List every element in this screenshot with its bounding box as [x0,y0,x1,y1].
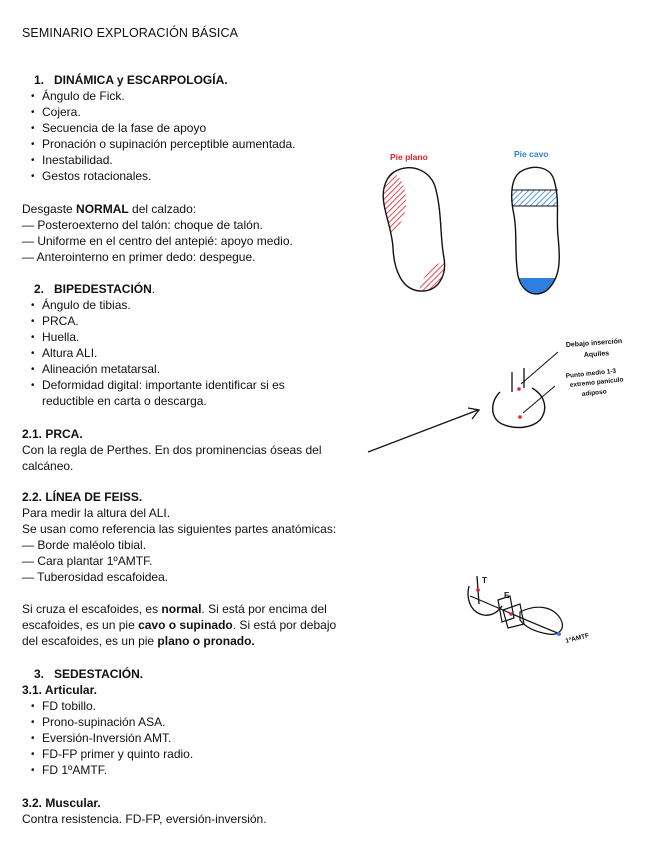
muscular-heading: 3.2. Muscular. [22,796,101,810]
annotation-punto: adiposo [581,388,607,398]
tibial-label: T [482,576,487,585]
list-item: • Eversión-Inversión AMT. [22,731,193,747]
list-item: • Inestabilidad. [22,153,296,169]
text-run: escafoides, es un pie [22,618,139,632]
text-run: del escafoides, es un pie [22,634,158,648]
heel-sketch-icon [493,352,558,427]
flat-foot-print-icon [380,168,448,296]
section-3-number: 3. [34,667,45,681]
annotation-punto: Punto medio 1-3 [565,367,617,380]
text-run-bold: normal [161,602,202,616]
section-3-title: SEDESTACIÓN. [54,667,144,681]
section-1-number: 1. [34,73,45,87]
feiss-reference: — Borde maléolo tibial. [22,538,147,552]
section-1-title: DINÁMICA y ESCARPOLOGÍA. [54,73,228,87]
feiss-reference: — Cara plantar 1ºAMTF. [22,554,153,568]
annotation-debajo: Aquiles [583,350,610,359]
desgaste-line: — Anterointerno en primer dedo: despegue. [22,250,256,264]
desgaste-line: — Uniforme en el centro del antepié: apoyo medio. [22,234,293,248]
section-2-title: BIPEDESTACIÓN [54,282,152,296]
list-item: • Cojera. [22,105,296,121]
text-run: Si cruza el escafoides, es [22,602,162,616]
list-item: • FD 1ºAMTF. [22,763,193,779]
text-run-bold: cavo o supinado [138,618,233,632]
escafoides-label: E [504,591,510,600]
articular-heading: 3.1. Articular. [22,683,97,697]
text-run-bold: plano o pronado. [157,634,255,648]
high-arch-foot-print-icon [505,167,565,298]
annotation-punto: extremo panículo [569,376,624,389]
feiss-heading: 2.2. LÍNEA DE FEISS. [22,490,143,504]
list-item: • Pronación o supinación perceptible aumentada. [22,137,296,153]
list-item: • Alineación metatarsal. [22,362,285,378]
muscular-text: Contra resistencia. FD-FP, eversión-inversión. [22,812,267,826]
prca-text: Con la regla de Perthes. En dos prominencias óseas del [22,443,322,457]
list-item: • Deformidad digital: importante identificar si es [22,378,285,394]
text-run: . Si está por encima del [201,602,327,616]
list-item: • Ángulo de Fick. [22,89,296,105]
list-item: • Gestos rotacionales. [22,169,296,185]
feiss-line-sketch-icon [468,576,562,636]
arrow-icon [368,408,479,452]
pie-plano-label: Pie plano [390,152,428,162]
prca-text: calcáneo. [22,459,74,473]
pie-cavo-label: Pie cavo [514,149,549,159]
list-item: • Huella. [22,330,285,346]
list-item: • PRCA. [22,314,285,330]
feiss-reference: — Tuberosidad escafoidea. [22,570,169,584]
list-item: • Secuencia de la fase de apoyo [22,121,296,137]
feiss-text: Para medir la altura del ALI. [22,506,171,520]
document-title: SEMINARIO EXPLORACIÓN BÁSICA [22,26,239,40]
list-item: • FD tobillo. [22,699,193,715]
amtf-label: 1ºAMTF [564,632,590,645]
desgaste-pre: Desgaste [22,202,77,216]
desgaste-bold: NORMAL [76,202,129,216]
desgaste-line: — Posteroexterno del talón: choque de talón. [22,218,263,232]
feiss-text: Se usan como referencia las siguientes partes anatómicas: [22,522,337,536]
section-2-number: 2. [34,282,45,296]
list-item: • FD-FP primer y quinto radio. [22,747,193,763]
list-item: • Altura ALI. [22,346,285,362]
list-item-continuation: reductible en carta o descarga. [42,394,207,408]
desgaste-post: del calzado: [128,202,197,216]
list-item: • Ángulo de tibias. [22,298,285,314]
list-item: • Prono-supinación ASA. [22,715,193,731]
annotation-debajo: Debajo inserción [565,338,623,349]
prca-heading: 2.1. PRCA. [22,427,83,441]
section-2-dot: . [151,282,156,296]
text-run: . Si está por debajo [232,618,337,632]
